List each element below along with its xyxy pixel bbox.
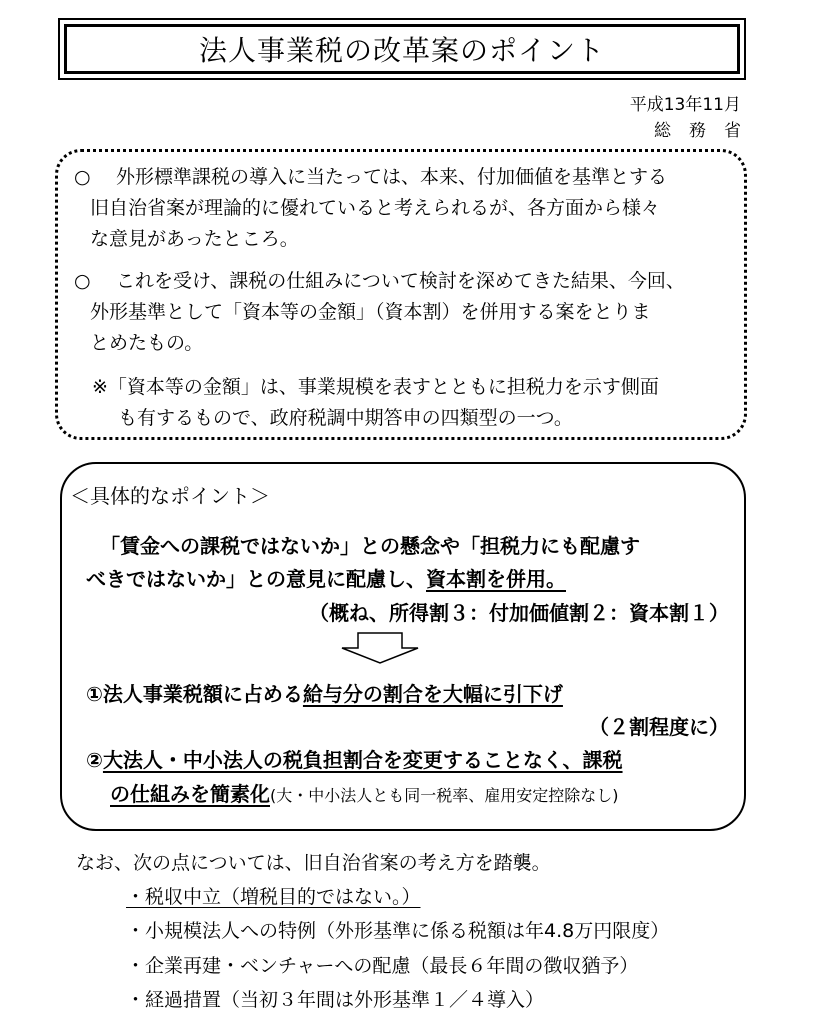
- bullet-circle: ○: [74, 166, 91, 188]
- point-item-2: [86, 744, 623, 773]
- p2-line-2: 外形基準として「資本等の金額」（資本割）を併用する案をとりま: [90, 301, 651, 323]
- document-date: 平成13年11月: [629, 95, 741, 115]
- footer-intro: なお、次の点については、旧自治省案の考え方を踏襲。: [76, 852, 551, 874]
- p1-line-1: 外形標準課税の導入に当たっては、本来、付加価値を基準とする: [116, 166, 668, 188]
- point-item-2d: (大・中小法人とも同一税率、雇用安定控除なし): [270, 786, 619, 805]
- point-item-1b: 給与分の割合を大幅に引下げ: [302, 682, 563, 706]
- bullet-circle: ○: [74, 270, 91, 292]
- point-item-2c: の仕組みを簡素化: [110, 782, 270, 806]
- footer-item-text: ・税収中立（増税目的ではない。）: [126, 886, 421, 908]
- p1-line-2: 旧自治省案が理論的に優れていると考えられるが、各方面から様々: [90, 197, 661, 219]
- points-ratio: （概ね、所得割３：付加価値割２：資本割１）: [309, 601, 729, 625]
- point-item-1a: ①法人事業税額に占める: [86, 682, 303, 706]
- point-item-2b: 大法人・中小法人の税負担割合を変更することなく、課税: [102, 748, 623, 772]
- note-line-2: も有するもので、政府税調中期答申の四類型の一つ。: [118, 407, 573, 429]
- points-line-2a: べきではないか」との意見に配慮し、: [86, 567, 426, 591]
- point-item-2a: ②: [86, 748, 103, 772]
- note-line-1: ※「資本等の金額」は、事業規模を表すとともに担税力を示す側面: [92, 376, 659, 398]
- p2-line-3: とめたもの。: [90, 332, 204, 354]
- points-line-1: 「賃金への課税ではないか」との懸念や「担税力にも配慮す: [100, 534, 640, 558]
- point-item-2-cont: [110, 778, 619, 807]
- footer-item: ・経過措置（当初３年間は外形基準１／４導入）: [126, 989, 545, 1011]
- ministry-name: 総務省: [654, 121, 759, 141]
- footer-item: ・小規模法人への特例（外形基準に係る税額は年4.8万円限度）: [126, 920, 670, 942]
- title-frame: [58, 18, 746, 80]
- points-line-2b: 資本割を併用。: [426, 567, 566, 591]
- p1-line-3: な意見があったところ。: [90, 228, 299, 250]
- document-meta: [629, 92, 759, 144]
- footer-item: [126, 882, 421, 909]
- footer-item: ・企業再建・ベンチャーへの配慮（最長６年間の徴収猶予）: [126, 955, 639, 977]
- point-item-1-note: （２割程度に）: [589, 715, 729, 739]
- points-heading: ＜具体的なポイント＞: [70, 484, 270, 508]
- intro-paragraph-1: [70, 162, 730, 255]
- down-arrow-icon: [340, 632, 420, 664]
- point-item-1: [86, 678, 563, 707]
- document-title: 法人事業税の改革案のポイント: [64, 24, 740, 74]
- p2-line-1: これを受け、課税の仕組みについて検討を深めてきた結果、今回、: [116, 270, 685, 292]
- intro-note: [92, 372, 732, 434]
- points-line-2: [86, 563, 566, 592]
- intro-paragraph-2: [70, 266, 730, 359]
